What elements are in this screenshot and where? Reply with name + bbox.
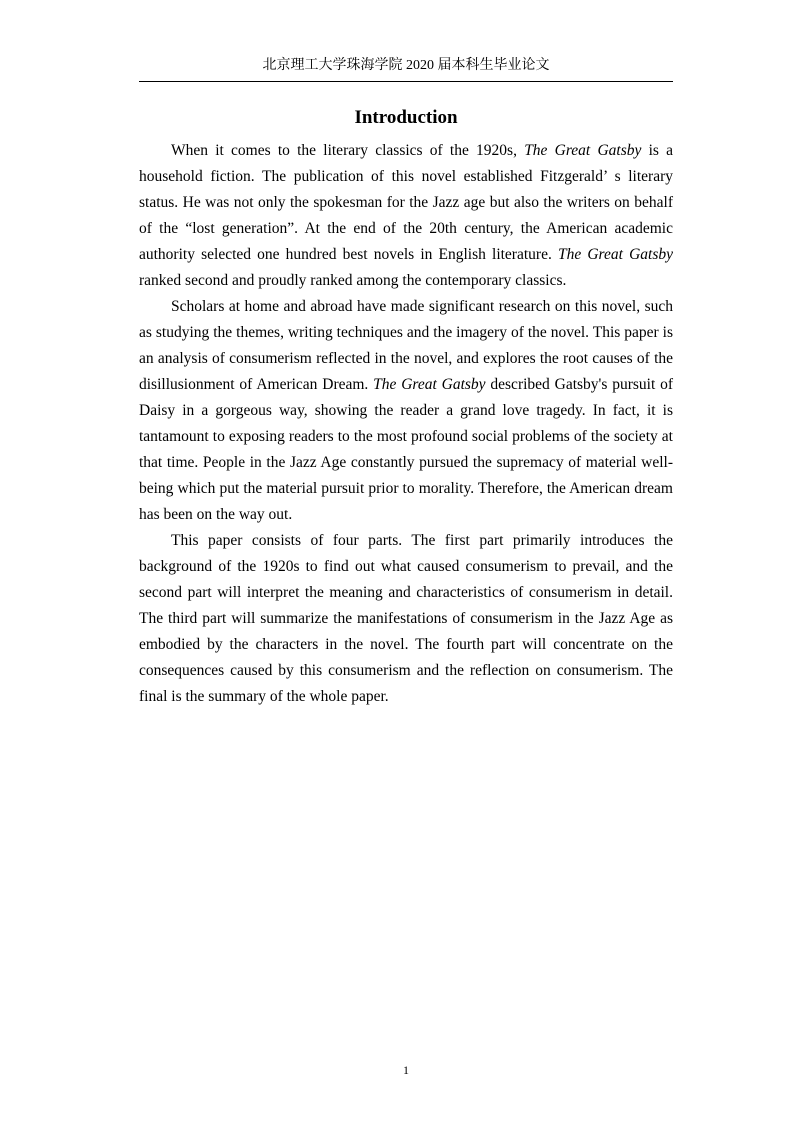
paragraph-2	[139, 294, 673, 528]
paragraph-1-text-2: is a household fiction. The publication of this novel established Fitzgerald’ s literary status. He was not only the spokesman for the Jazz age but also the writers on behalf of the “lost generation”. At the end of the 20th century, the American academic authority selected one hundred best novels in English literature.	[139, 142, 673, 263]
paragraph-1-text-3: ranked second and proudly ranked among the contemporary classics.	[139, 272, 567, 289]
book-title: The Great Gatsby	[524, 142, 642, 159]
section-title: Introduction	[354, 107, 458, 128]
book-title: The Great Gatsby	[373, 376, 486, 393]
paragraph-3	[139, 528, 673, 710]
paragraph-1-text-1: When it comes to the literary classics of the 1920s,	[171, 142, 525, 159]
running-header: 北京理工大学珠海学院 2020 届本科生毕业论文	[262, 58, 550, 73]
page-number: 1	[403, 1063, 409, 1077]
paragraph-3-text-1: This paper consists of four parts. The first part primarily introduces the background of the 1920s to find out what caused consumerism to prevail, and the second part will interpret the meaning and characteristics of consumerism in detail. The third part will summarize the manifestations of consumerism in the Jazz Age as embodied by the characters in the novel. The fourth part will concentrate on the consequences caused by this consumerism and the reflection on consumerism. The final is the summary of the whole paper.	[139, 532, 673, 705]
paragraph-2-text-1: Scholars at home and abroad have made significant research on this novel, such as studying the themes, writing techniques and the imagery of the novel. This paper is an analysis of consumerism reflected in the novel, and explores the root causes of the disillusionment of American Dream.	[139, 298, 673, 393]
header-divider	[139, 81, 673, 82]
paragraph-1	[139, 138, 673, 294]
paragraph-2-text-2: described Gatsby's pursuit of Daisy in a gorgeous way, showing the reader a grand love tragedy. In fact, it is tantamount to exposing readers to the most profound social problems of the society at that time. People in the Jazz Age constantly pursued the supremacy of material well-being which put the material pursuit prior to morality. Therefore, the American dream has been on the way out.	[139, 376, 673, 523]
body-text	[139, 138, 673, 710]
book-title: The Great Gatsby	[557, 246, 673, 263]
